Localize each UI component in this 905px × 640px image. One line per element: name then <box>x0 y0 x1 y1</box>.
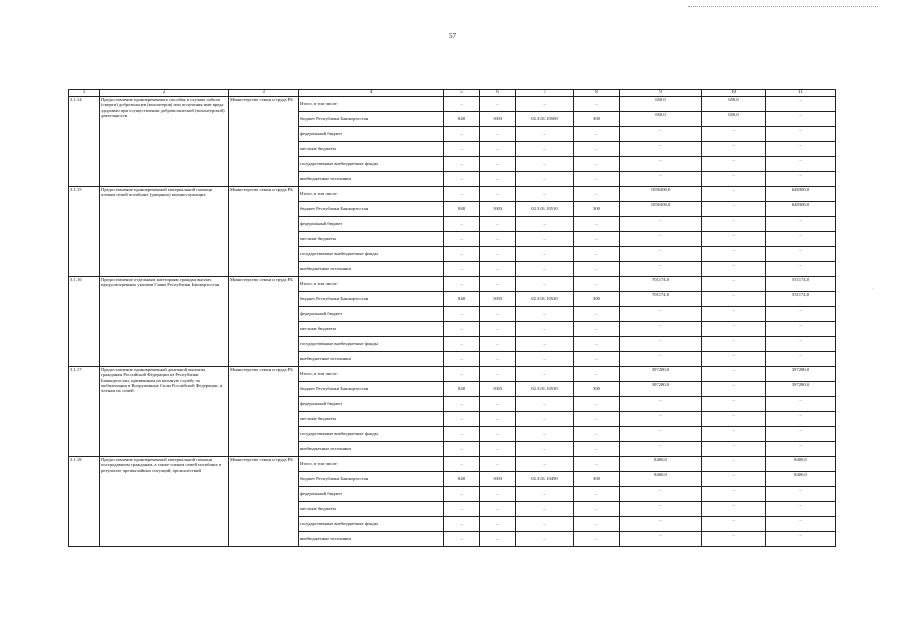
value-cell: – <box>516 157 574 172</box>
source-extrabudget: внебюджетные источники <box>299 172 444 187</box>
value-cell: – <box>444 217 480 232</box>
source-total: Итого, в том числе: <box>299 457 444 472</box>
value-cell: – <box>444 277 480 292</box>
value-cell: – <box>766 172 836 187</box>
value-cell: 397280,0 <box>766 367 836 382</box>
value-cell: – <box>574 262 620 277</box>
column-header: 11 <box>766 90 836 97</box>
column-numbers-row <box>69 90 836 97</box>
value-cell: – <box>620 532 702 547</box>
value-cell: – <box>574 487 620 502</box>
value-cell: – <box>766 412 836 427</box>
value-cell: 300 <box>574 382 620 397</box>
value-cell: – <box>766 247 836 262</box>
value-cell: – <box>766 322 836 337</box>
item-number: 3.1.17 <box>69 367 100 457</box>
value-cell: – <box>480 262 516 277</box>
source-total: Итого, в том числе: <box>299 97 444 112</box>
item-number: 3.1.16 <box>69 277 100 367</box>
value-cell: – <box>516 127 574 142</box>
value-cell: – <box>620 142 702 157</box>
table-row <box>69 187 836 202</box>
value-cell: – <box>574 157 620 172</box>
source-republic-budget: бюджет Республики Башкортостан <box>299 382 444 397</box>
source-federal-budget: федеральный бюджет <box>299 397 444 412</box>
value-cell: – <box>574 352 620 367</box>
item-name: Предоставление единовременной материальной помощи пострадавшим гражданам, а также членам семей погибших в результате чрезвычайных ситуаций, происшествий <box>100 457 229 547</box>
value-cell: 848 <box>444 292 480 307</box>
column-header: 8 <box>574 90 620 97</box>
source-republic-budget: бюджет Республики Башкортостан <box>299 472 444 487</box>
value-cell: 848 <box>444 382 480 397</box>
value-cell: 397280,0 <box>620 367 702 382</box>
item-executor: Министерство семьи и труда РБ <box>229 277 299 367</box>
value-cell: – <box>516 217 574 232</box>
column-header: 7 <box>516 90 574 97</box>
value-cell: – <box>516 232 574 247</box>
source-extrabudget: внебюджетные источники <box>299 442 444 457</box>
value-cell: – <box>574 322 620 337</box>
column-header: 5 <box>444 90 480 97</box>
value-cell: – <box>702 412 766 427</box>
source-republic-budget: бюджет Республики Башкортостан <box>299 202 444 217</box>
value-cell: – <box>444 442 480 457</box>
value-cell: 551174,0 <box>766 292 836 307</box>
value-cell: – <box>516 502 574 517</box>
value-cell: – <box>620 157 702 172</box>
value-cell: 397280,0 <box>766 382 836 397</box>
value-cell: – <box>444 127 480 142</box>
value-cell: 02.3.01.10510 <box>516 202 574 217</box>
value-cell: – <box>480 247 516 262</box>
value-cell: – <box>516 277 574 292</box>
value-cell: – <box>444 247 480 262</box>
value-cell: – <box>480 427 516 442</box>
value-cell: – <box>702 502 766 517</box>
value-cell: – <box>574 277 620 292</box>
value-cell: – <box>516 442 574 457</box>
item-name: Предоставление отдельным категориям граждан выплат, предусмотренных указами Главы Республики Башкортостан <box>100 277 229 367</box>
value-cell: – <box>480 172 516 187</box>
item-name: Предоставление единовременного пособия в случаях гибели (смерти) добровольцев (волонтеров) или получения ими вреда здоровью при осуществлении добровольческой (волонтерской) деятельности <box>100 97 229 187</box>
value-cell: 1003 <box>480 112 516 127</box>
value-cell: – <box>516 487 574 502</box>
value-cell: – <box>766 307 836 322</box>
value-cell: – <box>480 457 516 472</box>
value-cell: – <box>702 517 766 532</box>
value-cell: – <box>620 262 702 277</box>
column-header: 10 <box>702 90 766 97</box>
value-cell: 8400,0 <box>766 457 836 472</box>
value-cell: – <box>620 442 702 457</box>
source-state-funds: государственные внебюджетные фонды <box>299 157 444 172</box>
value-cell: – <box>444 457 480 472</box>
value-cell: – <box>574 442 620 457</box>
margin-mark: . <box>872 285 874 291</box>
source-local-budgets: местные бюджеты <box>299 412 444 427</box>
source-federal-budget: федеральный бюджет <box>299 487 444 502</box>
value-cell: – <box>702 127 766 142</box>
value-cell: – <box>574 337 620 352</box>
item-name: Предоставление единовременной материальной помощи членам семей погибших (умерших) военнослужащих <box>100 187 229 277</box>
source-federal-budget: федеральный бюджет <box>299 217 444 232</box>
value-cell: – <box>444 532 480 547</box>
value-cell: – <box>620 397 702 412</box>
table-row <box>69 367 836 382</box>
value-cell: – <box>444 262 480 277</box>
source-state-funds: государственные внебюджетные фонды <box>299 517 444 532</box>
value-cell: – <box>766 532 836 547</box>
value-cell: – <box>516 532 574 547</box>
value-cell: – <box>480 337 516 352</box>
source-total: Итого, в том числе: <box>299 367 444 382</box>
budget-table <box>68 89 836 547</box>
value-cell: – <box>444 517 480 532</box>
value-cell: – <box>444 412 480 427</box>
value-cell: 701174,0 <box>620 292 702 307</box>
value-cell: – <box>620 352 702 367</box>
value-cell: – <box>480 367 516 382</box>
value-cell: – <box>766 112 836 127</box>
value-cell: – <box>516 517 574 532</box>
value-cell: – <box>620 307 702 322</box>
value-cell: – <box>766 427 836 442</box>
value-cell: 1003 <box>480 382 516 397</box>
value-cell: – <box>620 427 702 442</box>
value-cell: – <box>766 397 836 412</box>
value-cell: – <box>480 187 516 202</box>
value-cell: – <box>702 262 766 277</box>
value-cell: – <box>620 337 702 352</box>
top-margin-line <box>688 6 878 7</box>
value-cell: – <box>702 457 766 472</box>
source-federal-budget: федеральный бюджет <box>299 127 444 142</box>
value-cell: – <box>480 127 516 142</box>
value-cell: – <box>702 307 766 322</box>
source-total: Итого, в том числе: <box>299 187 444 202</box>
source-local-budgets: местные бюджеты <box>299 502 444 517</box>
value-cell: 1056300,0 <box>620 187 702 202</box>
table-row <box>69 97 836 112</box>
value-cell: – <box>516 187 574 202</box>
value-cell: – <box>480 412 516 427</box>
value-cell: – <box>574 457 620 472</box>
value-cell: – <box>574 427 620 442</box>
value-cell: 300 <box>574 112 620 127</box>
item-executor: Министерство семьи и труда РБ <box>229 187 299 277</box>
value-cell: – <box>766 142 836 157</box>
value-cell: – <box>444 502 480 517</box>
value-cell: – <box>480 517 516 532</box>
value-cell: – <box>702 157 766 172</box>
value-cell: – <box>574 142 620 157</box>
source-republic-budget: бюджет Республики Башкортостан <box>299 112 444 127</box>
item-number: 3.1.14 <box>69 97 100 187</box>
value-cell: – <box>480 442 516 457</box>
value-cell: – <box>620 247 702 262</box>
source-federal-budget: федеральный бюджет <box>299 307 444 322</box>
value-cell: – <box>574 517 620 532</box>
value-cell: – <box>516 247 574 262</box>
value-cell: – <box>444 337 480 352</box>
value-cell: – <box>444 367 480 382</box>
value-cell: – <box>620 322 702 337</box>
value-cell: – <box>766 232 836 247</box>
value-cell: – <box>766 487 836 502</box>
value-cell: – <box>444 187 480 202</box>
column-header: 2 <box>100 90 229 97</box>
value-cell: – <box>516 427 574 442</box>
value-cell: – <box>516 412 574 427</box>
value-cell: – <box>444 97 480 112</box>
value-cell: – <box>480 307 516 322</box>
value-cell: – <box>444 232 480 247</box>
value-cell: – <box>574 397 620 412</box>
value-cell: 848 <box>444 472 480 487</box>
column-header: 1 <box>69 90 100 97</box>
item-executor: Министерство семьи и труда РБ <box>229 97 299 187</box>
value-cell: – <box>444 142 480 157</box>
column-header: 9 <box>620 90 702 97</box>
value-cell: – <box>702 337 766 352</box>
value-cell: – <box>620 172 702 187</box>
value-cell: – <box>480 217 516 232</box>
value-cell: – <box>480 487 516 502</box>
value-cell: – <box>444 427 480 442</box>
value-cell: 848 <box>444 112 480 127</box>
item-executor: Министерство семьи и труда РБ <box>229 457 299 547</box>
value-cell: – <box>702 532 766 547</box>
value-cell: – <box>516 172 574 187</box>
value-cell: – <box>480 97 516 112</box>
value-cell: 650,0 <box>620 112 702 127</box>
value-cell: – <box>516 262 574 277</box>
value-cell: 650,0 <box>702 112 766 127</box>
item-name: Предоставление единовременной денежной выплаты гражданам Российской Федерации из Республики Башкортостан, призванным на военную службу по мобилизации в Вооруженные Силы Российской Федерации, и членам их семей <box>100 367 229 457</box>
value-cell: – <box>766 217 836 232</box>
value-cell: – <box>444 322 480 337</box>
value-cell: – <box>444 157 480 172</box>
page-number: 57 <box>449 32 456 40</box>
value-cell: – <box>480 532 516 547</box>
value-cell: – <box>480 277 516 292</box>
value-cell: – <box>766 127 836 142</box>
value-cell: – <box>516 397 574 412</box>
value-cell: – <box>480 397 516 412</box>
item-number: 3.1.15 <box>69 187 100 277</box>
value-cell: 1056300,0 <box>620 202 702 217</box>
value-cell: – <box>702 172 766 187</box>
value-cell: – <box>702 427 766 442</box>
value-cell: 397280,0 <box>620 382 702 397</box>
value-cell: 300 <box>574 472 620 487</box>
source-extrabudget: внебюджетные источники <box>299 262 444 277</box>
value-cell: – <box>480 142 516 157</box>
value-cell: 650,0 <box>620 97 702 112</box>
source-republic-budget: бюджет Республики Башкортостан <box>299 292 444 307</box>
value-cell: – <box>766 352 836 367</box>
value-cell: 300 <box>574 202 620 217</box>
value-cell: – <box>574 412 620 427</box>
value-cell: – <box>702 202 766 217</box>
value-cell: 02.3.01.10530 <box>516 382 574 397</box>
value-cell: – <box>702 217 766 232</box>
value-cell: 650,0 <box>702 97 766 112</box>
value-cell: 648300,0 <box>766 202 836 217</box>
value-cell: – <box>620 517 702 532</box>
source-total: Итого, в том числе: <box>299 277 444 292</box>
value-cell: – <box>574 127 620 142</box>
column-header: 6 <box>480 90 516 97</box>
value-cell: – <box>444 397 480 412</box>
table-row <box>69 277 836 292</box>
table-row <box>69 457 836 472</box>
value-cell: 02.3.01.10490 <box>516 472 574 487</box>
value-cell: – <box>620 217 702 232</box>
value-cell: 02.3.01.10520 <box>516 292 574 307</box>
value-cell: 8400,0 <box>766 472 836 487</box>
value-cell: – <box>766 442 836 457</box>
value-cell: – <box>574 217 620 232</box>
value-cell: – <box>702 322 766 337</box>
source-local-budgets: местные бюджеты <box>299 142 444 157</box>
value-cell: – <box>516 352 574 367</box>
value-cell: 300 <box>574 292 620 307</box>
value-cell: – <box>444 352 480 367</box>
value-cell: – <box>516 322 574 337</box>
value-cell: – <box>444 307 480 322</box>
item-executor: Министерство семьи и труда РБ <box>229 367 299 457</box>
value-cell: 551174,0 <box>766 277 836 292</box>
value-cell: – <box>702 142 766 157</box>
value-cell: – <box>480 352 516 367</box>
value-cell: – <box>620 412 702 427</box>
value-cell: – <box>766 517 836 532</box>
value-cell: – <box>702 397 766 412</box>
value-cell: 02.3.01.10500 <box>516 112 574 127</box>
value-cell: – <box>620 127 702 142</box>
value-cell: – <box>620 487 702 502</box>
value-cell: 1003 <box>480 472 516 487</box>
value-cell: – <box>480 232 516 247</box>
value-cell: – <box>444 487 480 502</box>
value-cell: – <box>574 172 620 187</box>
value-cell: – <box>702 442 766 457</box>
value-cell: – <box>480 322 516 337</box>
value-cell: – <box>516 337 574 352</box>
source-extrabudget: внебюджетные источники <box>299 352 444 367</box>
value-cell: 8400,0 <box>620 472 702 487</box>
column-header: 4 <box>299 90 444 97</box>
source-state-funds: государственные внебюджетные фонды <box>299 337 444 352</box>
source-state-funds: государственные внебюджетные фонды <box>299 247 444 262</box>
value-cell: – <box>444 172 480 187</box>
value-cell: – <box>574 187 620 202</box>
value-cell: – <box>702 187 766 202</box>
value-cell: – <box>574 97 620 112</box>
value-cell: – <box>766 157 836 172</box>
source-local-budgets: местные бюджеты <box>299 322 444 337</box>
value-cell: – <box>766 262 836 277</box>
value-cell: – <box>702 367 766 382</box>
source-extrabudget: внебюджетные источники <box>299 532 444 547</box>
source-state-funds: государственные внебюджетные фонды <box>299 427 444 442</box>
value-cell: 848 <box>444 202 480 217</box>
value-cell: – <box>702 472 766 487</box>
column-header: 3 <box>229 90 299 97</box>
value-cell: – <box>516 142 574 157</box>
value-cell: – <box>516 457 574 472</box>
value-cell: – <box>620 502 702 517</box>
source-local-budgets: местные бюджеты <box>299 232 444 247</box>
value-cell: – <box>702 277 766 292</box>
value-cell: – <box>480 502 516 517</box>
value-cell: – <box>574 232 620 247</box>
value-cell: – <box>620 232 702 247</box>
value-cell: – <box>574 307 620 322</box>
value-cell: 1003 <box>480 292 516 307</box>
value-cell: – <box>480 157 516 172</box>
value-cell: – <box>702 487 766 502</box>
value-cell: – <box>702 382 766 397</box>
value-cell: 8400,0 <box>620 457 702 472</box>
value-cell: – <box>574 247 620 262</box>
value-cell: – <box>702 232 766 247</box>
value-cell: – <box>516 367 574 382</box>
value-cell: 648300,0 <box>766 187 836 202</box>
value-cell: – <box>574 532 620 547</box>
value-cell: – <box>702 292 766 307</box>
value-cell: 701174,0 <box>620 277 702 292</box>
value-cell: – <box>702 352 766 367</box>
value-cell: – <box>574 502 620 517</box>
value-cell: – <box>516 307 574 322</box>
value-cell: – <box>516 97 574 112</box>
value-cell: – <box>702 247 766 262</box>
value-cell: 1003 <box>480 202 516 217</box>
value-cell: – <box>766 97 836 112</box>
value-cell: – <box>574 367 620 382</box>
value-cell: – <box>766 337 836 352</box>
item-number: 3.1.18 <box>69 457 100 547</box>
value-cell: – <box>766 502 836 517</box>
